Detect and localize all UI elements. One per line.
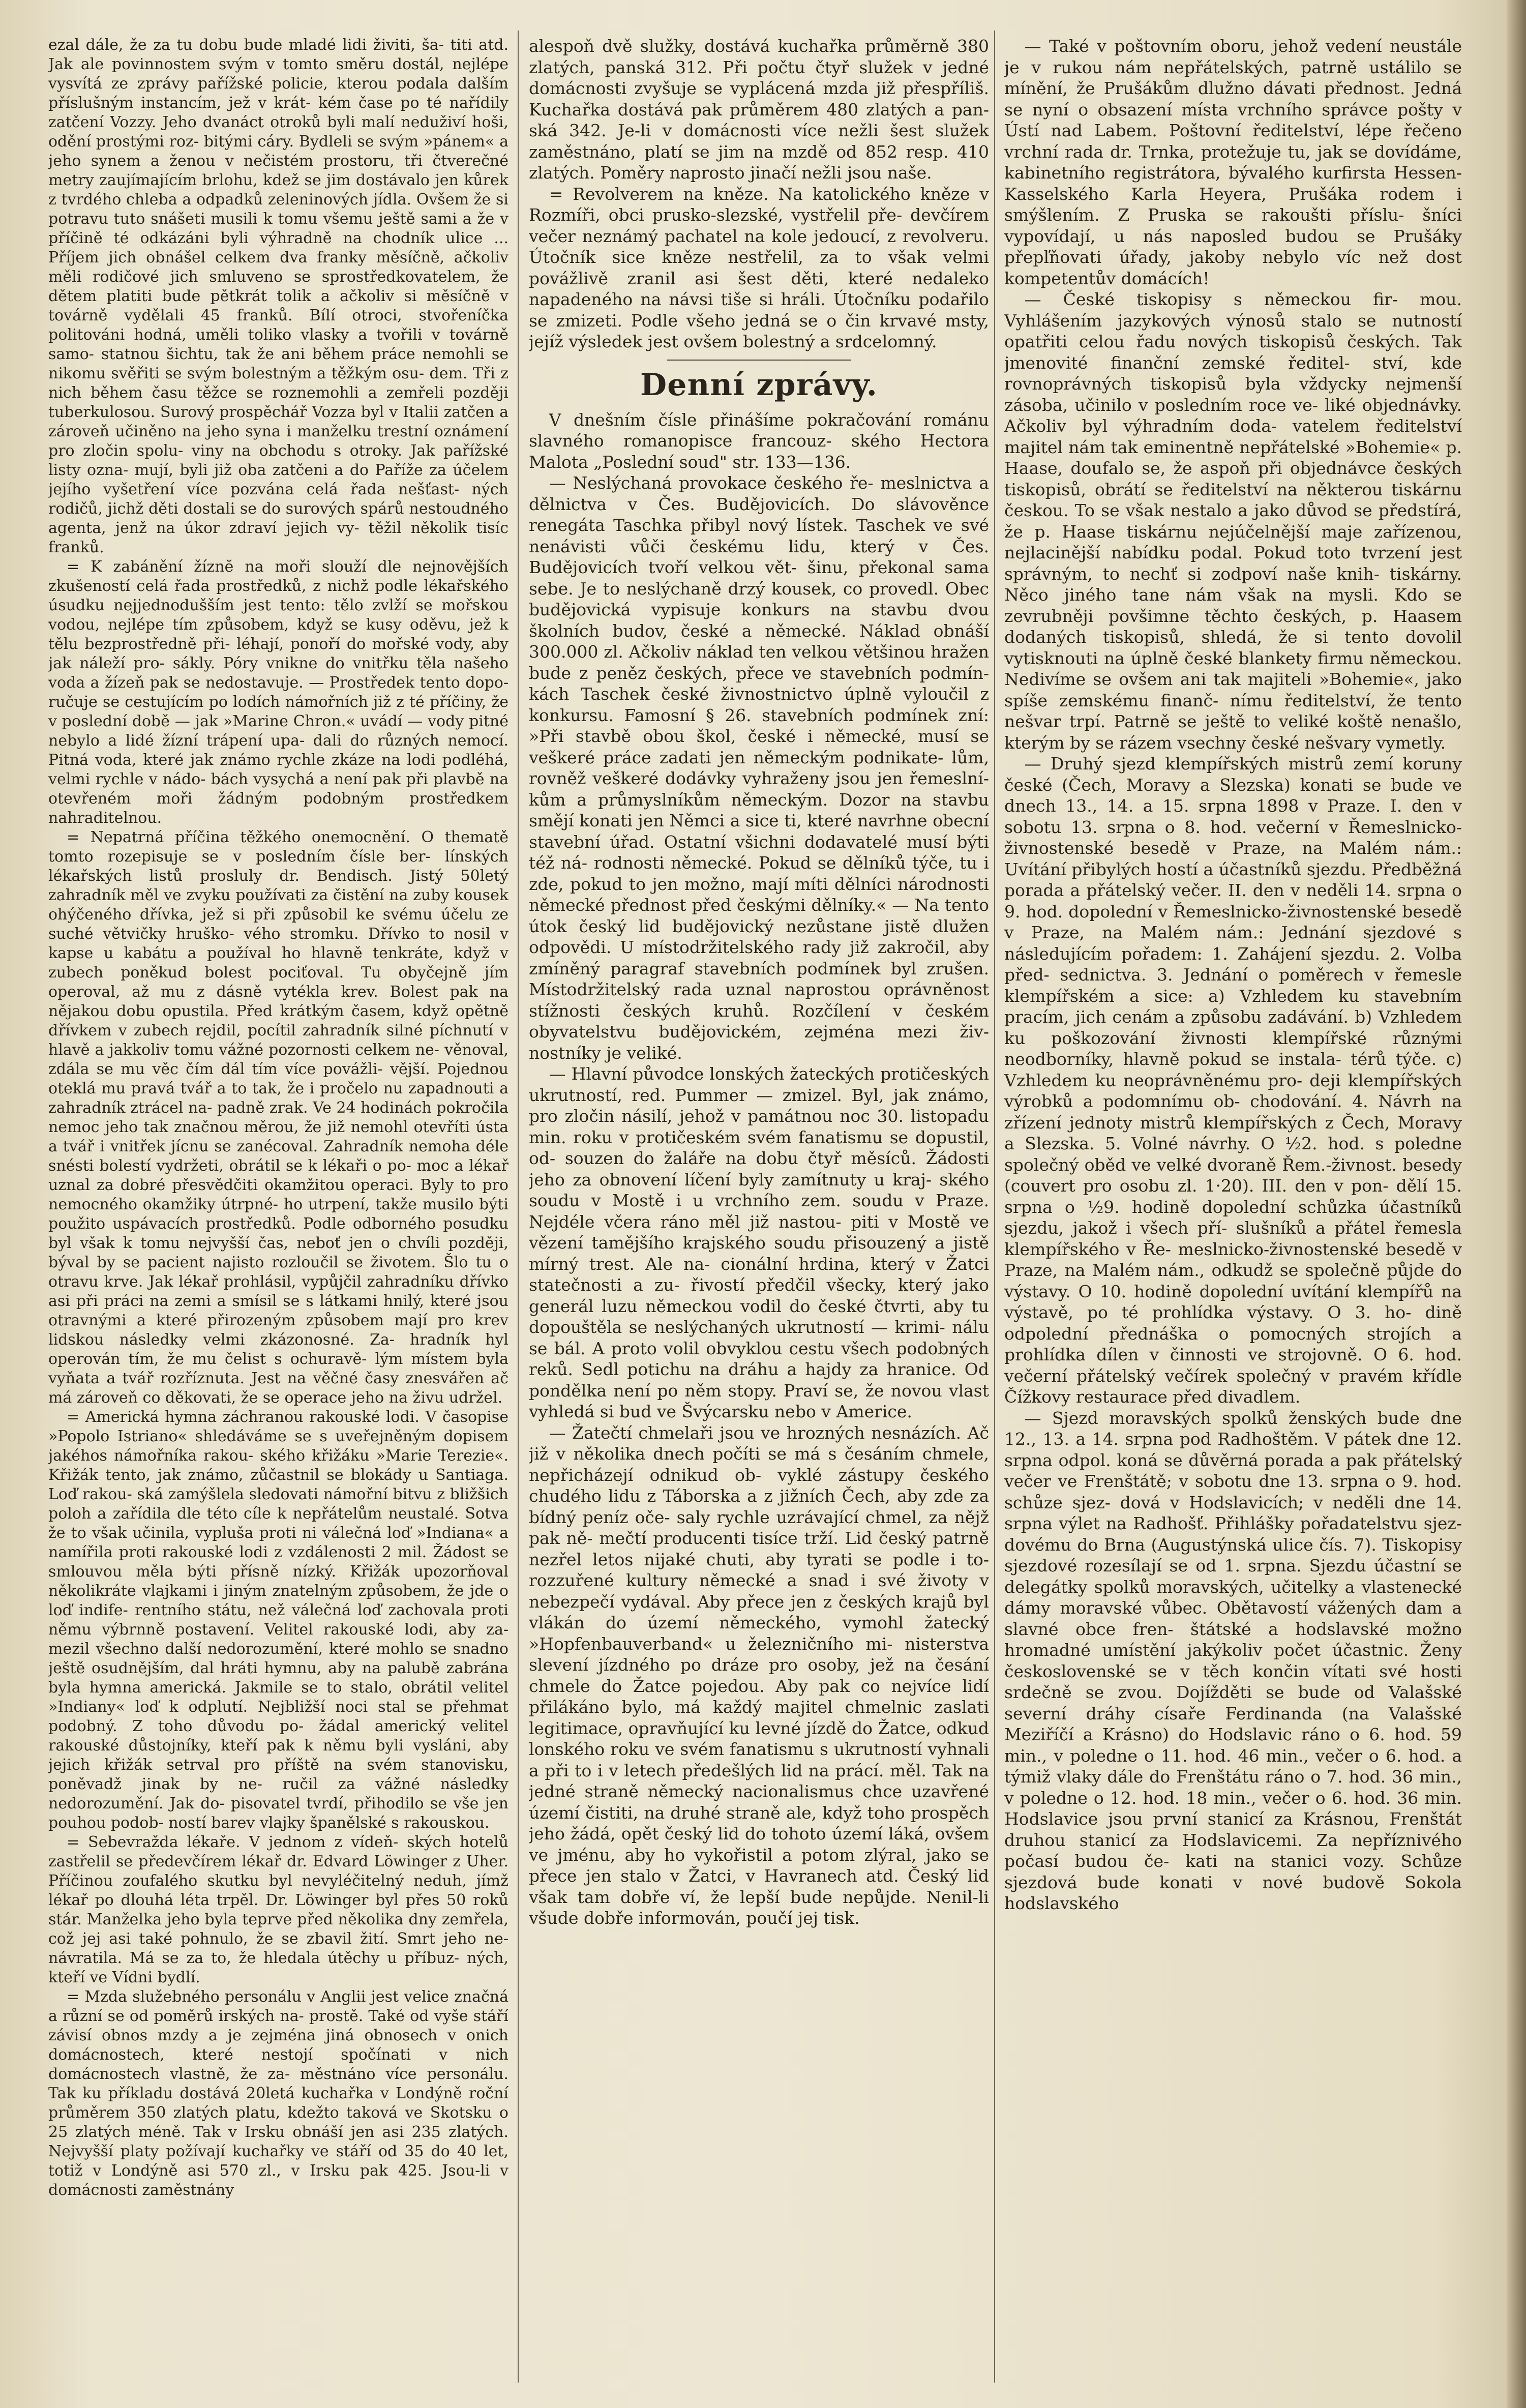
- article-pummer-vanished: — Hlavní původce lonských žateckých protičeských ukrutností, red. Pummer — zmizel. Byl, jak známo, pro zločin násilí, jehož v památnou noc 30. listopadu min. roku v protičeském svém fanatismu se dopustil, od- souzen do žaláře na dobu čtyř měsíců. Žádosti jeho za obnovení líčení byly zamítnuty u kraj- ského soudu v Mostě i u vrchního zem. soudu v Praze. Nejdéle včera ráno měl již nastou- piti v Mostě ve vězení tamějšího krajského soudu přisouzený a jistě mírný trest. Ale na- cionální hrdina, který v Žatci statečnosti a zu- řivostí předčil všecky, který jako generál luzu německou vodil do české čtvrti, aby tu dopouštěla se neslýchaných ukrutností — krimi- nálu se bál. A proto volil obvyklou cestu všech podobných reků. Sedl potichu na dráhu a hajdy za hranice. Od pondělka není po něm stopy. Praví se, že novou vlast vyhledá si bud ve Švýcarsku nebo v Americe.: [529, 1064, 989, 1421]
- article-continued-child-slaves: ezal dále, že za tu dobu bude mladé lidi živiti, ša- titi atd. Jak ale povinnostem svým v tomto směru dostál, nejlépe vysvítá ze zprávy pařížské policie, kterou podala dalším příslušným instancím, jež v krát- kém čase po té nařídily zatčení Vozzy. Jeho dvanáct otroků byli malí neduživí hoši, odění prostými roz- bitými cáry. Bydleli se svým »pánem« a jeho synem a ženou v nečistém prostoru, tři čtverečné metry zaujímajícím brlohu, kdež se jim dostávalo jen kůrek z tvrdého chleba a odpadků zeleninových jídla. Ovšem že si potravu tuto snášeti musili k tomu všemu ještě sami a že v příčině té odkázáni byli výhradně na chodník ulice ... Příjem jich obnášel celkem dva franky měsíčně, ačkoliv měli rodičové jich smluveno se sprostředkovatelem, že dětem platiti bude pětkrát tolik a ačkoliv si měsíčně v továrně vydělali 45 franků. Bílí otroci, stvořeníčka politováni hodná, uměli toliko vlasky a tvořili v továrně samo- statnou šichtu, tak že ani během práce nemohli se nikomu svěřiti se svým bolestným a těžkým osu- dem. Tři z nich během času těžce se roznemohli a zemřeli později tuberkulosou. Surový prospěchář Vozza byl v Italii zatčen a zároveň učiněno na jeho syna i manželku trestní oznámení pro zločin spolu- viny na obchodu s otroky. Jak pařížské listy ozna- mují, byli již oba zatčeni a do Paříže za účelem jejího vyšetření více pozvána celá řada nešťast- ných rodičů, jichž děti dostali se do surových spárů nestoudného agenta, jenž na úkor zdraví jejich vy- těžil několik tisíc franků.: [48, 36, 508, 556]
- article-czech-forms: — České tiskopisy s německou fir- mou. Vyhlášením jazykových výnosů stalo se nutností opatřiti celou řadu nových tiskopisů českých. Tak jmenovité finanční zemské ředitel- ství, kde rovnoprávných tiskopisů byla vždycky nejmenší zásoba, učinilo v posledním roce ve- liké objednávky. Ačkoliv byl výhradním doda- vatelem ředitelství majitel nám tak eminentně nepřátelské »Bohemie« p. Haase, doufalo se, že aspoň při objednávce českých tiskopisů, obrátí se ředitelství na některou tiskárnu českou. To se však nestalo a jako důvod se předstírá, že p. Haase tiskárnu nejúčelnější maje zařízenou, nejlacinější nabídku podal. Pokud toto tvrzení jest správným, to nechť si zodpoví naše knih- tiskárny. Něco jiného tane nám však na mysli. Kdo se zevrubněji povšimne těchto českých, p. Haasem dodaných tiskopisů, shledá, že si tento dovolil vytisknouti na úplně české blankety firmu německou. Nedivíme se ovšem ani tak majiteli »Bohemie«, jako spíše zemskému finanč- nímu ředitelství, že tento nešvar trpí. Patrně se ještě to veliké koště nenašlo, kterým by se rázem vsechny české nešvary vymetly.: [1004, 289, 1462, 753]
- column-rule-left: [518, 31, 519, 2383]
- article-american-anthem: = Americká hymna záchranou rakouské lodi. V časopise »Popolo Istriano« shledáváme se s uveřejněným dopisem jakéhos námořníka rakou- ského křižáku »Marie Terezie«. Křižák tento, jak známo, zůčastnil se blokády u Santiaga. Loď rakou- ská zamýšlela sledovati námořní bitvu z bližšich poloh a zařídila dle této cíle k nepřátelům neustalé. Sotva že to však učinila, vypluša proti ni válečná loď »Indiana« a namířila proti rakouské lodi z vzdálenosti 2 mil. Žádost se smlouvou měla býti přísně nízký. Křižák upozorňoval několikráte vlajkami i jiným znatelným způsobem, že jde o loď indife- rentního státu, než válečná loď zachovala proti němu výbrnně postavení. Velitel rakouské lodi, aby za- mezil všechno další nedorozumění, které mohlo se snadno ještě osudnějším, dal hráti hymnu, aby na palubě zabrána byla hymna americká. Jakmile se to stalo, obrátil velitel »Indiany« loď k odplutí. Nejbližší noci stal se přehmat podobný. Z toho důvodu po- žádal americký velitel rakouské důstojníky, kteří pak k němu byli vysláni, aby jejich křižák setrval pro příště na svém stanovisku, poněvadž jinak by ne- ručil za vážné následky nedorozumění. Jak do- pisovatel tvrdí, přihodilo se vše jen pouhou podob- ností barev vlajky španělské s rakouskou.: [48, 1408, 508, 1832]
- section-divider: [667, 360, 851, 361]
- article-revolver-priest: = Revolverem na kněze. Na katolického kněze v Rozmíři, obci prusko-slezské, vystřelil pře- devčírem večer neznámý pachatel na kole jedoucí, z revolveru. Útočník sice kněze nestřelil, za to však velmi povážlivě zranil asi šest děti, které nedaleko napadeného na návsi tiše si hráli. Útočníku podařilo se zmizeti. Podle všeho jedná se o čin krvavé msty, jejíž výsledek jest ovšem bolestný a srdcelomný.: [529, 184, 989, 351]
- article-zatec-hop-growers: — Žatečtí chmelaři jsou ve hrozných nesnázích. Ač již v několika dnech počíti se má s česáním chmele, nepřicházejí odnikud ob- vyklé zástupy českého chudého lidu z Táborska a z jižních Čech, aby zde za bídný peníz oče- saly rychle uzrávající chmel, za nějž pak ně- mečtí producenti tisíce trží. Lid český patrně nezřel letos nijaké chuti, aby tyrati se podle i to- rozzuřené kultury německé a snad i své životy v nebezpečí vydával. Aby přece jen z českých krajů byl vlákán do území německého, vymohl žatecký »Hopfenbauverband« u železničního mi- nisterstva slevení jízdného po dráze pro osoby, jež na česání chmele do Žatce pojedou. Aby pak co nejvíce lidí přilákáno bylo, má každý majitel chmelnic zaslati legitimace, opravňující ku levné jízdě do Žatce, odkud lonského roku ve svém fanatismu s ukrutností vyhnali a při to i v letech předešlých lid na prácí. měl. Tak na jedné straně německý nacionalismus chce uzavřené území čistiti, na druhé straně ale, když toho prospěch jeho žádá, opět český lid do tohoto území láká, ovšem ve jménu, aby ho vykořistil a potom zlýral, jako se přece jen stalo v Žatci, v Havranech atd. Český lid však tam dobře ví, že lepší bude nepůjde. Nenil-li všude dobře informován, poučí jej tisk.: [529, 1422, 989, 1928]
- article-budejovice-provocation: — Neslýchaná provokace českého ře- meslnictva a dělnictva v Čes. Budějovicích. Do slávověnce renegáta Taschka přibyl nový lístek. Taschek ve své nenávisti vůči českému lidu, který v Čes. Budějovicích tvoří velkou vět- šinu, překonal sama sebe. Je to neslýchaně drzý kousek, co provedl. Obec budějovická vypisuje konkurs na stavbu dvou školních budov, české a německé. Náklad obnáší 300.000 zl. Ačkoliv náklad ten velkou většinou hražen bude z peněz českých, přece ve stavebních podmín- kách Taschek české živnostnictvo úplně vyloučil z konkursu. Famosní § 26. stavebních podmínek zní: »Při stavbě obou škol, české i německé, musí se veškeré práce zadati jen německým podnikate- lům, rovněž veškeré dodávky vyhraženy jsou jen řemeslní- kům a průmyslníkům německým. Dozor na stavbu smějí konati jen Němci a sice ti, které navrhne obecní stavební úřad. Ostatní všichni dodavatelé musí býti též ná- rodnosti německé. Pokud se dělníků týče, tu i zde, pokud to jen možno, mají míti dělníci národnosti německé přednost před českými dělníky.« — Na tento útok český lid budějovický nezůstane jistě dlužen odpovědi. U místodržitelského rady již zakročil, aby zmíněný paragraf stavebních podmínek byl zrušen. Místodržitelský rada uznal naprostou oprávněnost stížnosti českých kruhů. Rozčílení v českém obyvatelstvu budějovickém, zejména mezi živ- nostníky je veliké.: [529, 473, 989, 1063]
- notice-novel-continuation: V dnešním čísle přinášíme pokračování románu slavného romanopisce francouz- ského Hectora Malota „Poslední soud" str. 133—136.: [529, 409, 989, 472]
- article-doctor-suicide: = Sebevražda lékaře. V jednom z vídeň- ských hotelů zastřelil se předevčírem lékař dr. Edvard Löwinger z Uher. Příčinou zoufalého skutku byl nevyléčitelný neduh, jímž lékař po dlouhá léta trpěl. Dr. Löwinger byl přes 50 roků stár. Manželka jeho byla teprve před několika dny zemřela, což jej asi také pohnulo, že se zbavil žití. Smrt jeho ne- návratila. Má se za to, že hledala útěchy u příbuz- ných, kteří ve Vídni bydlí.: [48, 1833, 508, 1986]
- article-womens-associations: — Sjezd moravských spolků ženských bude dne 12., 13. a 14. srpna pod Radhoštěm. V pátek dne 12. srpna odpol. koná se důvěrná porada a pak přátelský večer ve Frenštátě; v sobotu dne 13. srpna o 9. hod. schůze sjez- dová v Hodslavicích; v neděli dne 14. srpna výlet na Radhošť. Přihlášky pořadatelstvu sjez- dovému do Brna (Augustýnská ulice čís. 7). Tiskopisy sjezdové rozesílají se od 1. srpna. Sjezdu účastní se delegátky spolků moravských, učitelky a vlastenecké dámy moravské vůbec. Obětavostí vážených dam a slavné obce fren- štátské a hodslavské možno hromadné umístění jakýkoliv počet účastnic. Ženy československé se v těch končin vítati své hosti srdečně se zvou. Dojížděti se bude od Valašské severní dráhy císaře Ferdinanda (na Valašské Meziříčí a Krásno) do Hodslavic ráno o 6. hod. 59 min., v poledne o 11. hod. 46 min., večer o 6. hod. a týmiž vlaky dále do Frenštátu ráno o 7. hod. 36 min., v poledne o 12. hod. 18 min., večer o 6. hod. 36 min. Hodslavice jsou první stanicí za Krásnou, Frenštát druhou stanicí za Hodslavicemi. Za nepříznivého počasí budou če- kati na stanici vozy. Schůze sjezdová bude konati v nové budově Sokola hodslavského: [1004, 1408, 1462, 1913]
- article-servant-wages-continued: alespoň dvě služky, dostává kuchařka průměrně 380 zlatých, panská 312. Při počtu čtyř služek v jedné domácnosti zvyšuje se vyplácená mzda již přespříliš. Kuchařka dostává pak průměrem 480 zlatých a pan- ská 342. Je-li v domácnosti více nežli šest služek zaměstnáno, platí se jim na mzdě od 852 resp. 410 zlatých. Poměry naprosto jinačí nežli jsou naše.: [529, 36, 989, 183]
- article-tinsmiths-congress: — Druhý sjezd klempířských mistrů zemí koruny české (Čech, Moravy a Slezska) konati se bude ve dnech 13., 14. a 15. srpna 1898 v Praze. I. den v sobotu 13. srpna o 8. hod. večerní v Řemeslnicko- živnostenské besedě v Praze, na Malém nám.: Uvítání přibylých hostí a účastníků sjezdu. Předběžná porada a přátelský večer. II. den v neděli 14. srpna o 9. hod. dopolední v Řemeslnicko-živnostenské besedě v Praze, na Malém nám.: Jednání sjezdové s následujícím pořadem: 1. Zahájení sjezdu. 2. Volba před- sednictva. 3. Jednání o poměrech v řemesle klempířském a sice: a) Vzhledem ku stavebním pracím, jich cenám a způsobu zadávání. b) Vzhledem ku poškozování živnosti klempířské různými neodborníky, hlavně pokud se instala- térů týče. c) Vzhledem ku neoprávněnému pro- deji klempířských výrobků a podomnímu ob- chodování. 4. Návrh na zřízení jednoty mistrů klempířských z Čech, Moravy a Slezska. 5. Volné návrhy. O ½2. hod. s poledne společný oběd ve velké dvoraně Řem.-živnost. besedy (couvert pro osobu zl. 1·20). III. den v pon- dělí 15. srpna o ½9. hodině dopolední schůzka účastníků sjezdu, jakož i všech pří- slušníků a přátel řemesla klempířského v Ře- meslnicko-živnostenské besedě v Praze, na Malém nám., odkudž se společně půjde do výstavy. O 10. hodině dopolední uvítání klempířů na výstavě, po té prohlídka výstavy. O 3. ho- dině odpolední přednáška o pomocných strojích a prohlídka dílen v činnosti ve strojovně. O 6. hod. večerní přátelský večírek společný v pravém křídle Čížkovy restaurace před divadlem.: [1004, 754, 1462, 1407]
- column-right: [1004, 36, 1462, 2377]
- page-binding-edge: [1507, 0, 1526, 2408]
- article-minor-cause-illness: = Nepatrná příčina těžkého onemocnění. O thematě tomto rozepisuje se v posledním čísle ber- línských lékařských listů prosluly dr. Bendisch. Jistý 50letý zahradník měl ve zvyku používati za čistění na zuby kousek ohýčeného dřívka, jež si při způsobil ke svému účelu ze suché větvičky hruško- vého stromku. Dřívko to nosil v kapse u kabátu a používal ho hlavně tenkráte, když v zubech poněkud bolest pociťoval. Tu obyčejně jím operoval, až mu z dásně vytékla krev. Bolest pak na nějakou dobu opustila. Před krátkým časem, když opětně dřívkem v zubech rejdil, pocítil zahradník silné píchnutí v hlavě a jakkoliv tomu vážné pozornosti celkem ne- věnoval, zdála se mu věc čím dál tím více povážli- vější. Pojednou oteklá mu pravá tvář a to tak, že i pročelo nu zapadnouti a zahradník ztrácel na- padně zrak. Ve 24 hodinách pokročila nemoc jeho tak značnou měrou, že již nemohl otevříti ústa a tvář i vnitřek jícnu se zanécoval. Zahradník nemoha déle snésti bolestí vydržeti, obrátil se k lékaři o po- moc a lékař uznal za dobré přesvědčiti okamžitou operaci. Byly to pro nemocného okamžiky útrpné- ho utrpení, takže musilo býti použito uspávacích prostředků. Podle odborného posudku byl však k tomu nejvyšší čas, neboť jen o chvíli později, býval by se pacient najisto rozloučil se životem. Šlo tu o otravu krve. Jak lékař prohlásil, vypůjčil zahradníku dřívko asi při práci na zemi a smísil se s látkami hnilý, které jsou otravnými a které přirozeným způsobem mají pro krev lidskou následky velmi zkázonosné. Za- hradník hyl operován tím, že mu čelist s ochuravě- lým místem byla vyňata a tvář rozříznuta. Jest na věčné časy znesvářen ač má zároveň co děkovati, že se operace jeho na živu udržel.: [48, 828, 508, 1407]
- article-thirst-at-sea: = K zabánění žíznĕ na moři slouží dle nejnovějších zkušeností celá řada prostředků, z nichž podle lékařského úsudku nejjednodušším jest tento: tělo zvlží se mořskou vodou, nejlépe tím způsobem, když se kusy oděvu, jež k tělu bezprostředně při- léhají, ponoří do mořské vody, aby jak náleží pro- sákly. Póry vnikne do vnitřku těla našeho voda a žízeň pak se nedostavuje. — Prostředek tento dopo- ručuje se cestujícím po lodích námořních již z té příčiny, že v poslední době — jak »Marine Chron.« uvádí — vody pitné nebylo a lidé žízní trápení upa- dali do různých nemocí. Pitná voda, které jak známo rychle zkáze na lodi podléhá, velmi rychle v nádo- bách vysychá a není pak při plavbě na otevřeném moři žádným podobným prostředkem nahraditelnou.: [48, 558, 508, 827]
- column-middle: [529, 36, 989, 2377]
- section-title: Denní zprávy.: [640, 367, 878, 403]
- article-postal-service: — Také v poštovním oboru, jehož vedení neustále je v rukou nám nepřátelských, patrně ustálilo se mínění, že Prušákům dlužno dávati přednost. Jedná se nyní o obsazení místa vrchního správce pošty v Ústí nad Labem. Poštovní ředitelství, lépe řečeno vrchní rada dr. Trnka, protežuje tu, jak se dovídáme, kabinetního registrátora, bývalého kurfirsta Hessen- Kasselského Karla Heyera, Prušáka rodem i smýšlením. Z Pruska se rakoušti příslu- šníci vypovídají, u nás naposled budou se Prušáky přepľňovati úřady, jakoby nebylo víc než dost kompetentův domácích!: [1004, 36, 1462, 288]
- column-left: [48, 36, 508, 2377]
- article-servant-wages: = Mzda služebného personálu v Anglii jest velice značná a různí se od poměrů irských na- prostě. Také od vyše stáří závisí obnos mzdy a je zejména jiná obnosech v onich domácnostech, které nestojí spočínati v nich domácnostech vlastně, že za- městnáno více personálu. Tak ku příkladu dostává 20letá kuchařka v Londýně roční průměrem 350 zlatých platu, kdežto taková ve Skotsku o 25 zlatých méně. Tak v Irsku obnáší jen asi 235 zlatých. Nejvyšší platy požívají kuchařky ve stáří od 35 do 40 let, totiž v Londýně asi 570 zl., v Irsku pak 425. Jsou-li v domácnosti zaměstnány: [48, 1988, 508, 2199]
- column-rule-right: [994, 31, 995, 2383]
